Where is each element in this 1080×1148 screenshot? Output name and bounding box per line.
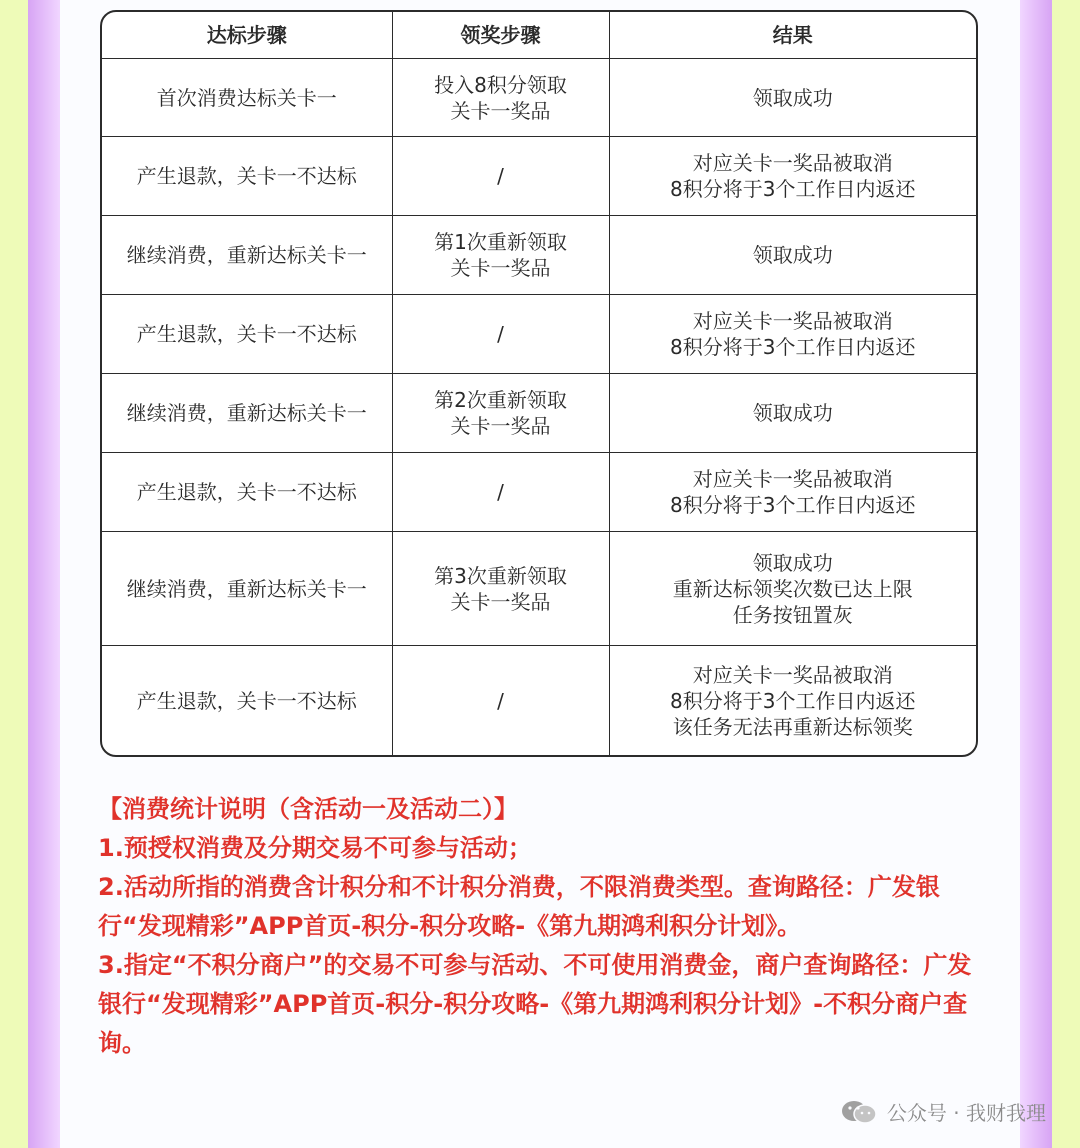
cell-result: 领取成功 重新达标领奖次数已达上限 任务按钮置灰: [609, 532, 976, 646]
cell-claim: 第1次重新领取 关卡一奖品: [392, 216, 609, 295]
rules-table-container: [100, 10, 978, 757]
table-row: [102, 646, 976, 756]
table-row: [102, 137, 976, 216]
cell-claim: /: [392, 453, 609, 532]
cell-step: 首次消费达标关卡一: [102, 59, 392, 137]
watermark-text: 公众号 · 我财我理: [886, 1101, 1046, 1125]
cell-claim: /: [392, 646, 609, 756]
cell-claim: 第3次重新领取 关卡一奖品: [392, 532, 609, 646]
table-header-row: [102, 12, 976, 59]
table-row: [102, 295, 976, 374]
table-row: [102, 532, 976, 646]
notes-title: 【消费统计说明（含活动一及活动二）】: [98, 795, 518, 823]
header-claim: 领奖步骤: [392, 12, 609, 59]
notes-item-1: 1.预授权消费及分期交易不可参与活动；: [98, 834, 532, 862]
consumption-notes: [98, 790, 988, 1063]
cell-result: 领取成功: [609, 216, 976, 295]
cell-step: 继续消费，重新达标关卡一: [102, 374, 392, 453]
table-row: [102, 374, 976, 453]
content-card: [60, 0, 1020, 1148]
cell-step: 产生退款，关卡一不达标: [102, 646, 392, 756]
cell-result: 对应关卡一奖品被取消 8积分将于3个工作日内返还: [609, 453, 976, 532]
cell-claim: /: [392, 137, 609, 216]
cell-claim: 投入8积分领取 关卡一奖品: [392, 59, 609, 137]
cell-step: 产生退款，关卡一不达标: [102, 453, 392, 532]
wechat-icon: [839, 1099, 879, 1125]
watermark: [839, 1097, 1046, 1126]
table-row: [102, 59, 976, 137]
cell-result: 对应关卡一奖品被取消 8积分将于3个工作日内返还: [609, 295, 976, 374]
table-row: [102, 453, 976, 532]
cell-step: 继续消费，重新达标关卡一: [102, 216, 392, 295]
cell-claim: /: [392, 295, 609, 374]
cell-step: 产生退款，关卡一不达标: [102, 137, 392, 216]
cell-claim: 第2次重新领取 关卡一奖品: [392, 374, 609, 453]
cell-step: 产生退款，关卡一不达标: [102, 295, 392, 374]
cell-result: 对应关卡一奖品被取消 8积分将于3个工作日内返还 该任务无法再重新达标领奖: [609, 646, 976, 756]
cell-step: 继续消费，重新达标关卡一: [102, 532, 392, 646]
cell-result: 领取成功: [609, 59, 976, 137]
header-step: 达标步骤: [102, 12, 392, 59]
table-row: [102, 216, 976, 295]
cell-result: 领取成功: [609, 374, 976, 453]
notes-item-3: 3.指定“不积分商户”的交易不可参与活动、不可使用消费金，商户查询路径：广发银行“发现精彩”APP首页-积分-积分攻略-《第九期鸿利积分计划》-不积分商户查询。: [98, 951, 972, 1057]
rules-table: [102, 12, 976, 755]
header-result: 结果: [609, 12, 976, 59]
cell-result: 对应关卡一奖品被取消 8积分将于3个工作日内返还: [609, 137, 976, 216]
notes-item-2: 2.活动所指的消费含计积分和不计积分消费，不限消费类型。查询路径：广发银行“发现精彩”APP首页-积分-积分攻略-《第九期鸿利积分计划》。: [98, 873, 940, 940]
